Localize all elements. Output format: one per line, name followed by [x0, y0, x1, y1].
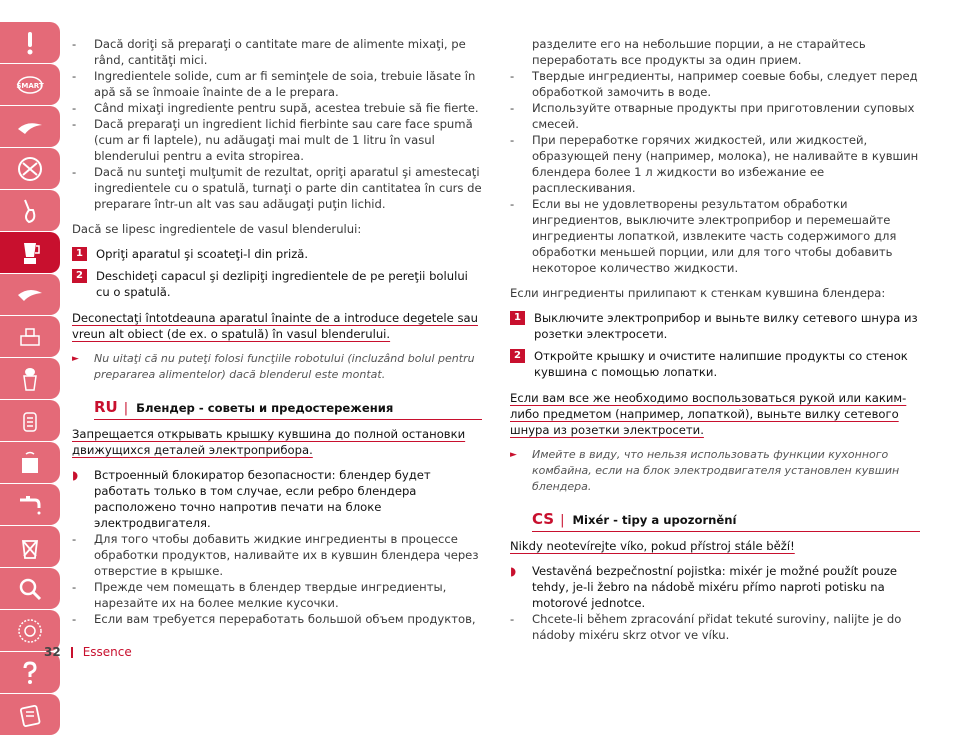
tab-cleaning[interactable]: [0, 484, 60, 525]
tab-mill[interactable]: [0, 400, 60, 441]
section-heading-ru: RU | Блендер - советы и предостережения: [94, 399, 482, 420]
tab-troubleshooting[interactable]: [0, 568, 60, 609]
list-item: - Твердые ингредиенты, например соевые бобы, следует перед обработкой замочить в воде.: [510, 69, 918, 99]
list-item: - Ingredientele solide, cum ar fi seminţele de soia, trebuie lăsate în apă să se înmoaie înainte de a le prepara.: [72, 69, 476, 99]
brand-name: Essence: [82, 645, 132, 659]
list-item: - Dacă doriţi să preparaţi o cantitate mare de alimente mixaţi, pe rând, cantităţi mici.: [72, 37, 466, 67]
magnifier-icon: [15, 574, 45, 604]
svg-text:SMART: SMART: [16, 81, 44, 90]
chapter-sidebar: [0, 22, 60, 736]
smart-control-icon: [15, 70, 45, 100]
warning-text-cs: Nikdy neotevírejte víko, pokud přístroj stále běží!: [510, 539, 795, 553]
list-item: - Используйте отварные продукты при приготовлении суповых смесей.: [510, 101, 915, 131]
list-item-continuation: разделите его на небольшие порции, а не старайтесь переработать все продукты за один прием.: [532, 37, 866, 67]
storage-icon: [15, 448, 45, 478]
tab-whisk[interactable]: [0, 190, 60, 231]
tab-recipes[interactable]: [0, 694, 60, 735]
juicer-icon: [15, 322, 45, 352]
list-item: - Прежде чем помещать в блендер твердые ингредиенты, нарезайте их на более мелкие кусочки.: [72, 580, 447, 610]
warning-text: Deconectaţi întotdeauna aparatul înainte de a introduce degetele sau vreun alt obiect (de ex. o spatulă) în vasul blenderului.: [72, 311, 478, 341]
whisk-icon: [15, 196, 45, 226]
bullet-icon: ◗: [510, 564, 517, 578]
safety-bullet-cs: ◗ Vestavěná bezpečnostní pojistka: mixér je možné použít pouze tehdy, je-li žebro na nádobě mixéru přímo naproti potisku na motorové jednotce.: [510, 564, 898, 610]
step-1: 1 Opriţi aparatul şi scoateţi-l din priză.: [72, 246, 482, 262]
list-item: - Chcete-li během zpracování přidat tekuté suroviny, nalijte je do nádoby mixéru skrz otvor ve víku.: [510, 612, 902, 642]
question-icon: [15, 658, 45, 688]
mill-icon: [15, 406, 45, 436]
note-arrow-icon: ►: [510, 450, 517, 460]
warning-text-ru: Запрещается открывать крышку кувшина до полной остановки движущихся деталей электроприбора.: [72, 427, 466, 457]
tab-kneading[interactable]: [0, 274, 60, 315]
note: ► Nu uitaţi că nu puteţi folosi funcţiile robotului (incluzând bolul pentru prepararea alimentelor) dacă blenderul este montat.: [72, 352, 475, 381]
tab-smart-control[interactable]: [0, 64, 60, 105]
page-footer: [44, 645, 132, 659]
tab-citrus[interactable]: [0, 358, 60, 399]
disc-icon: [15, 154, 45, 184]
exclamation-icon: [15, 28, 45, 58]
tab-blade[interactable]: [0, 106, 60, 147]
tab-environment[interactable]: [0, 526, 60, 567]
kneading-hook-icon: [15, 280, 45, 310]
blender-jar-icon: [15, 238, 45, 268]
list-item: - Если вы не удовлетворены результатом обработки ингредиентов, выключите электроприбор и перемешайте ингредиенты лопаткой, извлеките часть содержимого для обработки меньшей порции, или для того чтобы добавить некоторое количество жидкости.: [510, 197, 897, 275]
note-arrow-icon: ►: [72, 354, 79, 364]
step-1: 1 Выключите электроприбор и выньте вилку сетевого шнура из розетки электросети.: [510, 310, 920, 342]
tab-safety[interactable]: [0, 22, 60, 63]
world-guarantee-icon: [15, 616, 45, 646]
page-number: 32: [44, 645, 61, 659]
faucet-icon: [15, 490, 45, 520]
recycle-icon: [15, 532, 45, 562]
note: ► Имейте в виду, что нельзя использовать функции кухонного комбайна, если на блок электродвигателя установлен кувшин блендера.: [510, 448, 900, 493]
warning-text: Если вам все же необходимо воспользоваться рукой или каким-либо предметом (например, лопаткой), выньте вилку сетевого шнура из розетки электросети.: [510, 391, 907, 437]
citrus-press-icon: [15, 364, 45, 394]
stuck-intro: Если ингредиенты прилипают к стенкам кувшина блендера:: [510, 286, 886, 300]
left-column: [72, 36, 482, 627]
tab-disc[interactable]: [0, 148, 60, 189]
recipe-book-icon: [15, 700, 45, 730]
stuck-intro: Dacă se lipesc ingredientele de vasul blenderului:: [72, 222, 362, 236]
safety-bullet-ru: ◗ Встроенный блокиратор безопасности: блендер будет работать только в том случае, если ребро блендера расположено точно напротив печати на блоке электродвигателя.: [72, 468, 431, 530]
step-2: 2 Deschideţi capacul şi dezlipiţi ingredientele de pe pereţii bolului cu o spatulă.: [72, 268, 482, 300]
list-item: - При переработке горячих жидкостей, или жидкостей, образующей пену (например, молока), не наливайте в кувшин блендера более 1 л жидкости во избежание ее расплескивания.: [510, 133, 919, 195]
tab-juicer[interactable]: [0, 316, 60, 357]
section-heading-cs: CS | Mixér - tipy a upozornění: [532, 511, 920, 532]
tab-storage[interactable]: [0, 442, 60, 483]
list-item: - Dacă preparaţi un ingredient lichid fierbinte sau care face spumă (cum ar fi laptele), nu adăugaţi mai mult de 1 litru în vasul blenderului pentru a evita stropirea.: [72, 117, 473, 163]
blade-icon: [15, 112, 45, 142]
tab-blender[interactable]: [0, 232, 60, 273]
step-2: 2 Откройте крышку и очистите налипшие продукты со стенок кувшина с помощью лопатки.: [510, 348, 920, 380]
footer-divider: [71, 647, 73, 658]
list-item: - Если вам требуется переработать большой объем продуктов,: [72, 612, 476, 626]
list-item: - Când mixaţi ingrediente pentru supă, acestea trebuie să fie fierte.: [72, 101, 479, 115]
list-item: - Для того чтобы добавить жидкие ингредиенты в процессе обработки продуктов, наливайте их в кувшин блендера через отверстие в крышке.: [72, 532, 479, 578]
right-column: [510, 36, 920, 643]
list-item: - Dacă nu sunteţi mulţumit de rezultat, opriţi aparatul şi amestecaţi ingredientele cu o spatulă, turnaţi o parte din cantitatea în curs de preparare într-un alt vas sau adăugaţi puţin lichid.: [72, 165, 482, 211]
bullet-icon: ◗: [72, 468, 79, 482]
